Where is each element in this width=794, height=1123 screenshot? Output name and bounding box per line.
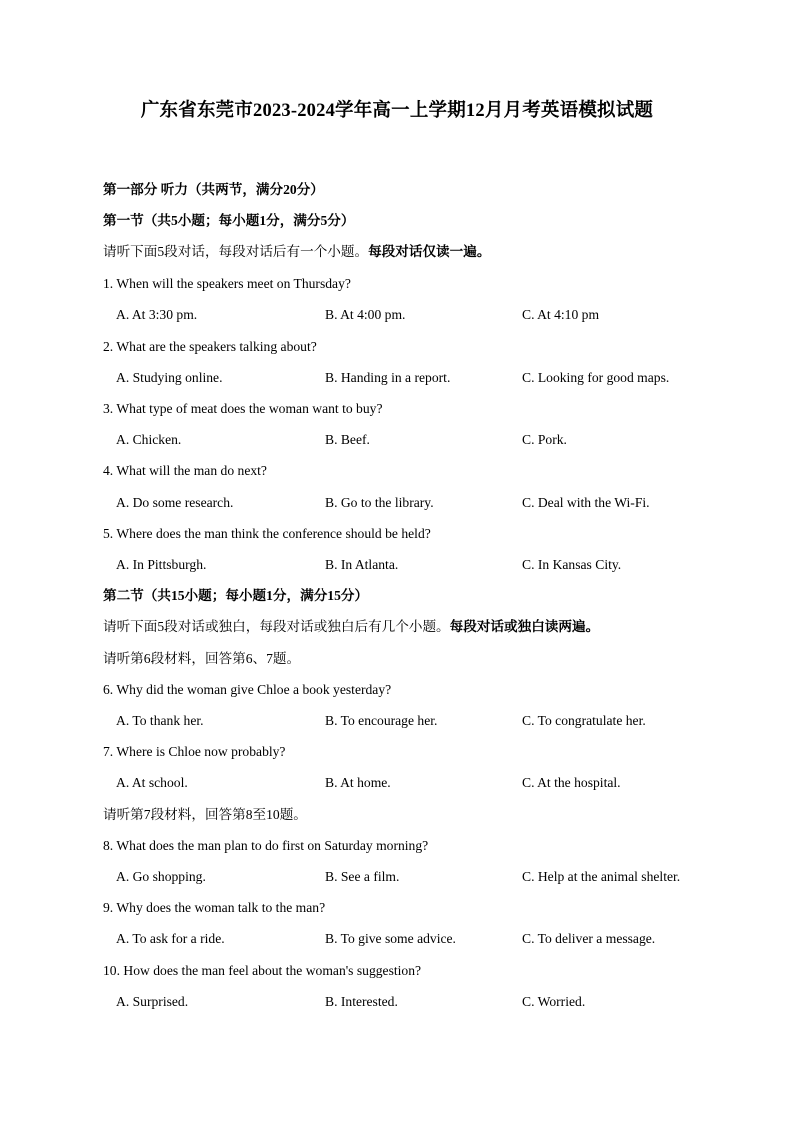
q1-option-a: A. At 3:30 pm.	[116, 307, 198, 322]
section1-heading: 第一节（共5小题；每小题1分，满分5分）	[103, 213, 355, 228]
q7-option-a: A. At school.	[116, 775, 188, 790]
section2-heading: 第二节（共15小题；每小题1分，满分15分）	[103, 588, 369, 603]
q8-option-b: B. See a film.	[325, 869, 400, 884]
question-9: 9. Why does the woman talk to the man?	[103, 900, 326, 915]
q3-option-b: B. Beef.	[325, 432, 370, 447]
q2-option-c: C. Looking for good maps.	[522, 370, 670, 385]
section1-instruction	[103, 243, 490, 261]
q8-option-a: A. Go shopping.	[116, 869, 206, 884]
section2-instruction-bold: 每段对话或独白读两遍。	[449, 619, 600, 634]
question-4: 4. What will the man do next?	[103, 463, 267, 478]
question-2: 2. What are the speakers talking about?	[103, 339, 317, 354]
question-6: 6. Why did the woman give Chloe a book yesterday?	[103, 682, 392, 697]
q1-option-b: B. At 4:00 pm.	[325, 307, 406, 322]
q2-option-b: B. Handing in a report.	[325, 370, 451, 385]
material-6-instruction: 请听第6段材料，回答第6、7题。	[103, 651, 301, 666]
q6-option-a: A. To thank her.	[116, 713, 204, 728]
q3-option-a: A. Chicken.	[116, 432, 182, 447]
q9-option-b: B. To give some advice.	[325, 931, 456, 946]
q4-option-a: A. Do some research.	[116, 495, 234, 510]
part1-heading: 第一部分 听力（共两节，满分20分）	[103, 182, 324, 197]
q9-option-a: A. To ask for a ride.	[116, 931, 225, 946]
q9-option-c: C. To deliver a message.	[522, 931, 656, 946]
section1-instruction-plain: 请听下面5段对话，每段对话后有一个小题。	[103, 244, 369, 259]
section1-instruction-bold: 每段对话仅读一遍。	[368, 244, 491, 259]
question-3: 3. What type of meat does the woman want to buy?	[103, 401, 383, 416]
q6-option-b: B. To encourage her.	[325, 713, 438, 728]
question-1: 1. When will the speakers meet on Thursday?	[103, 276, 351, 291]
material-7-instruction: 请听第7段材料，回答第8至10题。	[103, 807, 307, 822]
section2-instruction	[103, 618, 599, 636]
q6-option-c: C. To congratulate her.	[522, 713, 646, 728]
q2-option-a: A. Studying online.	[116, 370, 223, 385]
q7-option-c: C. At the hospital.	[522, 775, 621, 790]
q4-option-c: C. Deal with the Wi-Fi.	[522, 495, 650, 510]
q3-option-c: C. Pork.	[522, 432, 567, 447]
q10-option-b: B. Interested.	[325, 994, 398, 1009]
section2-instruction-plain: 请听下面5段对话或独白，每段对话或独白后有几个小题。	[103, 619, 450, 634]
page-title: 广东省东莞市2023-2024学年高一上学期12月月考英语模拟试题	[140, 101, 654, 121]
q8-option-c: C. Help at the animal shelter.	[522, 869, 681, 884]
question-5: 5. Where does the man think the conference should be held?	[103, 526, 431, 541]
question-8: 8. What does the man plan to do first on Saturday morning?	[103, 838, 429, 853]
question-10: 10. How does the man feel about the woman's suggestion?	[103, 963, 422, 978]
q4-option-b: B. Go to the library.	[325, 495, 434, 510]
q7-option-b: B. At home.	[325, 775, 391, 790]
q10-option-c: C. Worried.	[522, 994, 586, 1009]
question-7: 7. Where is Chloe now probably?	[103, 744, 286, 759]
q10-option-a: A. Surprised.	[116, 994, 189, 1009]
q1-option-c: C. At 4:10 pm	[522, 307, 600, 322]
q5-option-b: B. In Atlanta.	[325, 557, 399, 572]
q5-option-a: A. In Pittsburgh.	[116, 557, 207, 572]
q5-option-c: C. In Kansas City.	[522, 557, 622, 572]
